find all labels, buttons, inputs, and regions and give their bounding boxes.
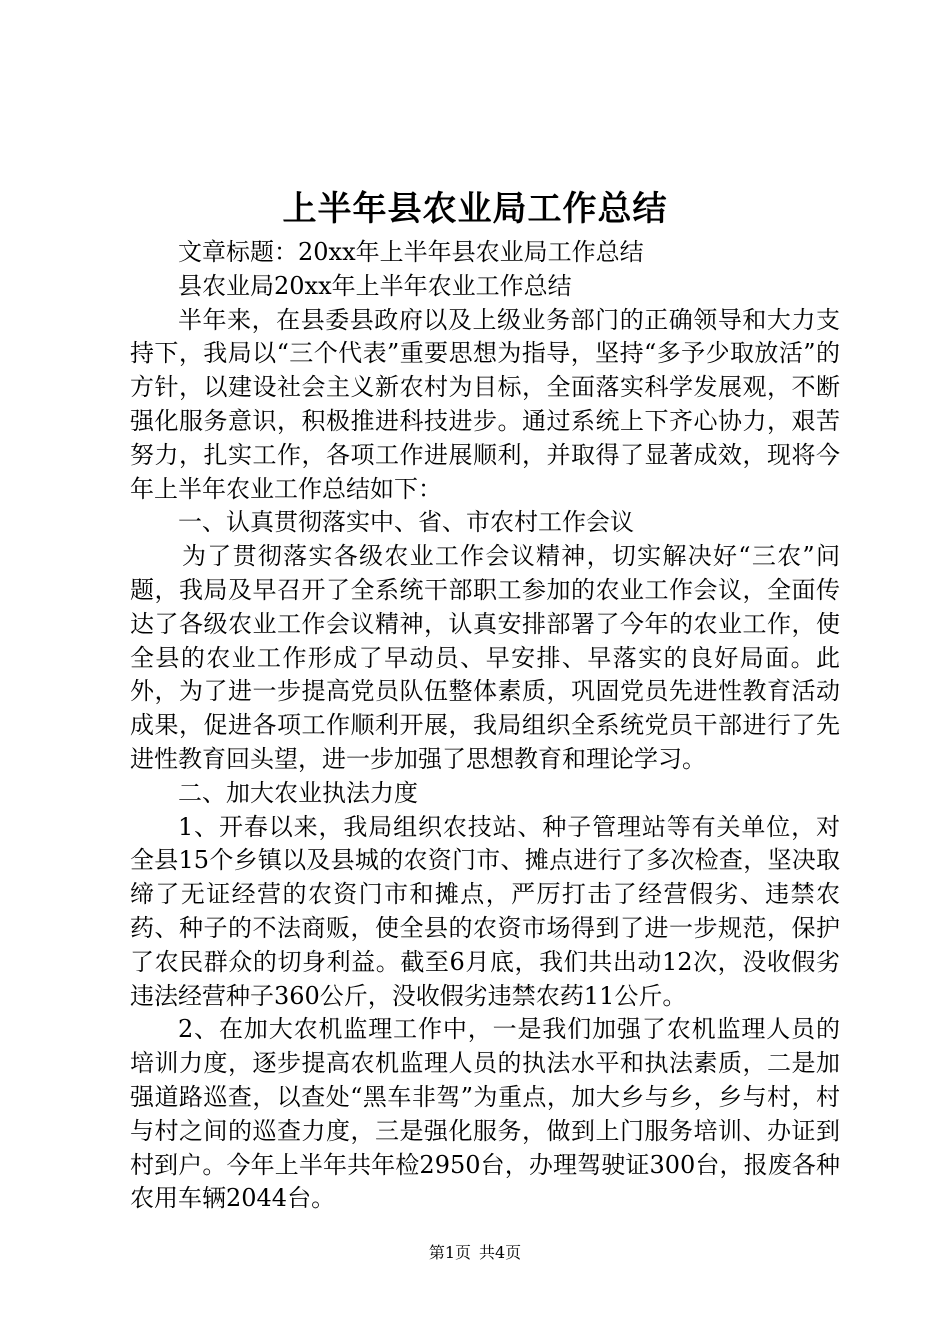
article-title-line: 文章标题：20xx年上半年县农业局工作总结 [178,238,644,266]
page-footer [0,1242,950,1264]
intro-paragraph: 半年来，在县委县政府以及上级业务部门的正确领导和大力支持下，我局以“三个代表”重要思想为指导，坚持“多予少取放活”的方针，以建设社会主义新农村为目标，全面落实科学发展观，不断强化服务意识，积极推进科技进步。通过系统上下齐心协力，艰苦努力，扎实工作，各项工作进展顺利，并取得了显著成效，现将今年上半年农业工作总结如下： [130,305,840,503]
page-total: 共4页 [479,1243,522,1262]
subtitle-line: 县农业局20xx年上半年农业工作总结 [178,271,572,300]
section-1-paragraph: 为了贯彻落实各级农业工作会议精神，切实解决好“三农”问题，我局及早召开了全系统干部职工参加的农业工作会议，全面传达了各级农业工作会议精神，认真安排部署了今年的农业工作，使全县的农业工作形成了早动员、早安排、早落实的良好局面。此外，为了进一步提高党员队伍整体素质，巩固党员先进性教育活动成果，促进各项工作顺利开展，我局组织全系统党员干部进行了先进性教育回头望，进一步加强了思想教育和理论学习。 [130,542,840,773]
section-heading-2: 二、加大农业执法力度 [178,778,418,807]
section-heading-1: 一、认真贯彻落实中、省、市农村工作会议 [178,508,634,537]
document-body [130,236,840,1216]
page-number: 第1页 [428,1243,471,1262]
document-title: 上半年县农业局工作总结 [282,189,668,229]
section-2-item-2: 2、在加大农机监理工作中，一是我们加强了农机监理人员的培训力度，逐步提高农机监理人员的执法水平和执法素质，二是加强道路巡查，以查处“黑车非驾”为重点，加大乡与乡，乡与村，村与村之间的巡查力度，三是强化服务，做到上门服务培训、办证到村到户。今年上半年共年检2950台，办理驾驶证300台，报废各种农用车辆2044台。 [130,1015,840,1213]
section-2-item-1: 1、开春以来，我局组织农技站、种子管理站等有关单位，对全县15个乡镇以及县城的农资门市、摊点进行了多次检查，坚决取缔了无证经营的农资门市和摊点，严厉打击了经营假劣、违禁农药、种子的不法商贩，使全县的农资市场得到了进一步规范，保护了农民群众的切身利益。截至6月底，我们共出动12次，没收假劣违法经营种子360公斤，没收假劣违禁农药11公斤。 [130,812,840,1010]
